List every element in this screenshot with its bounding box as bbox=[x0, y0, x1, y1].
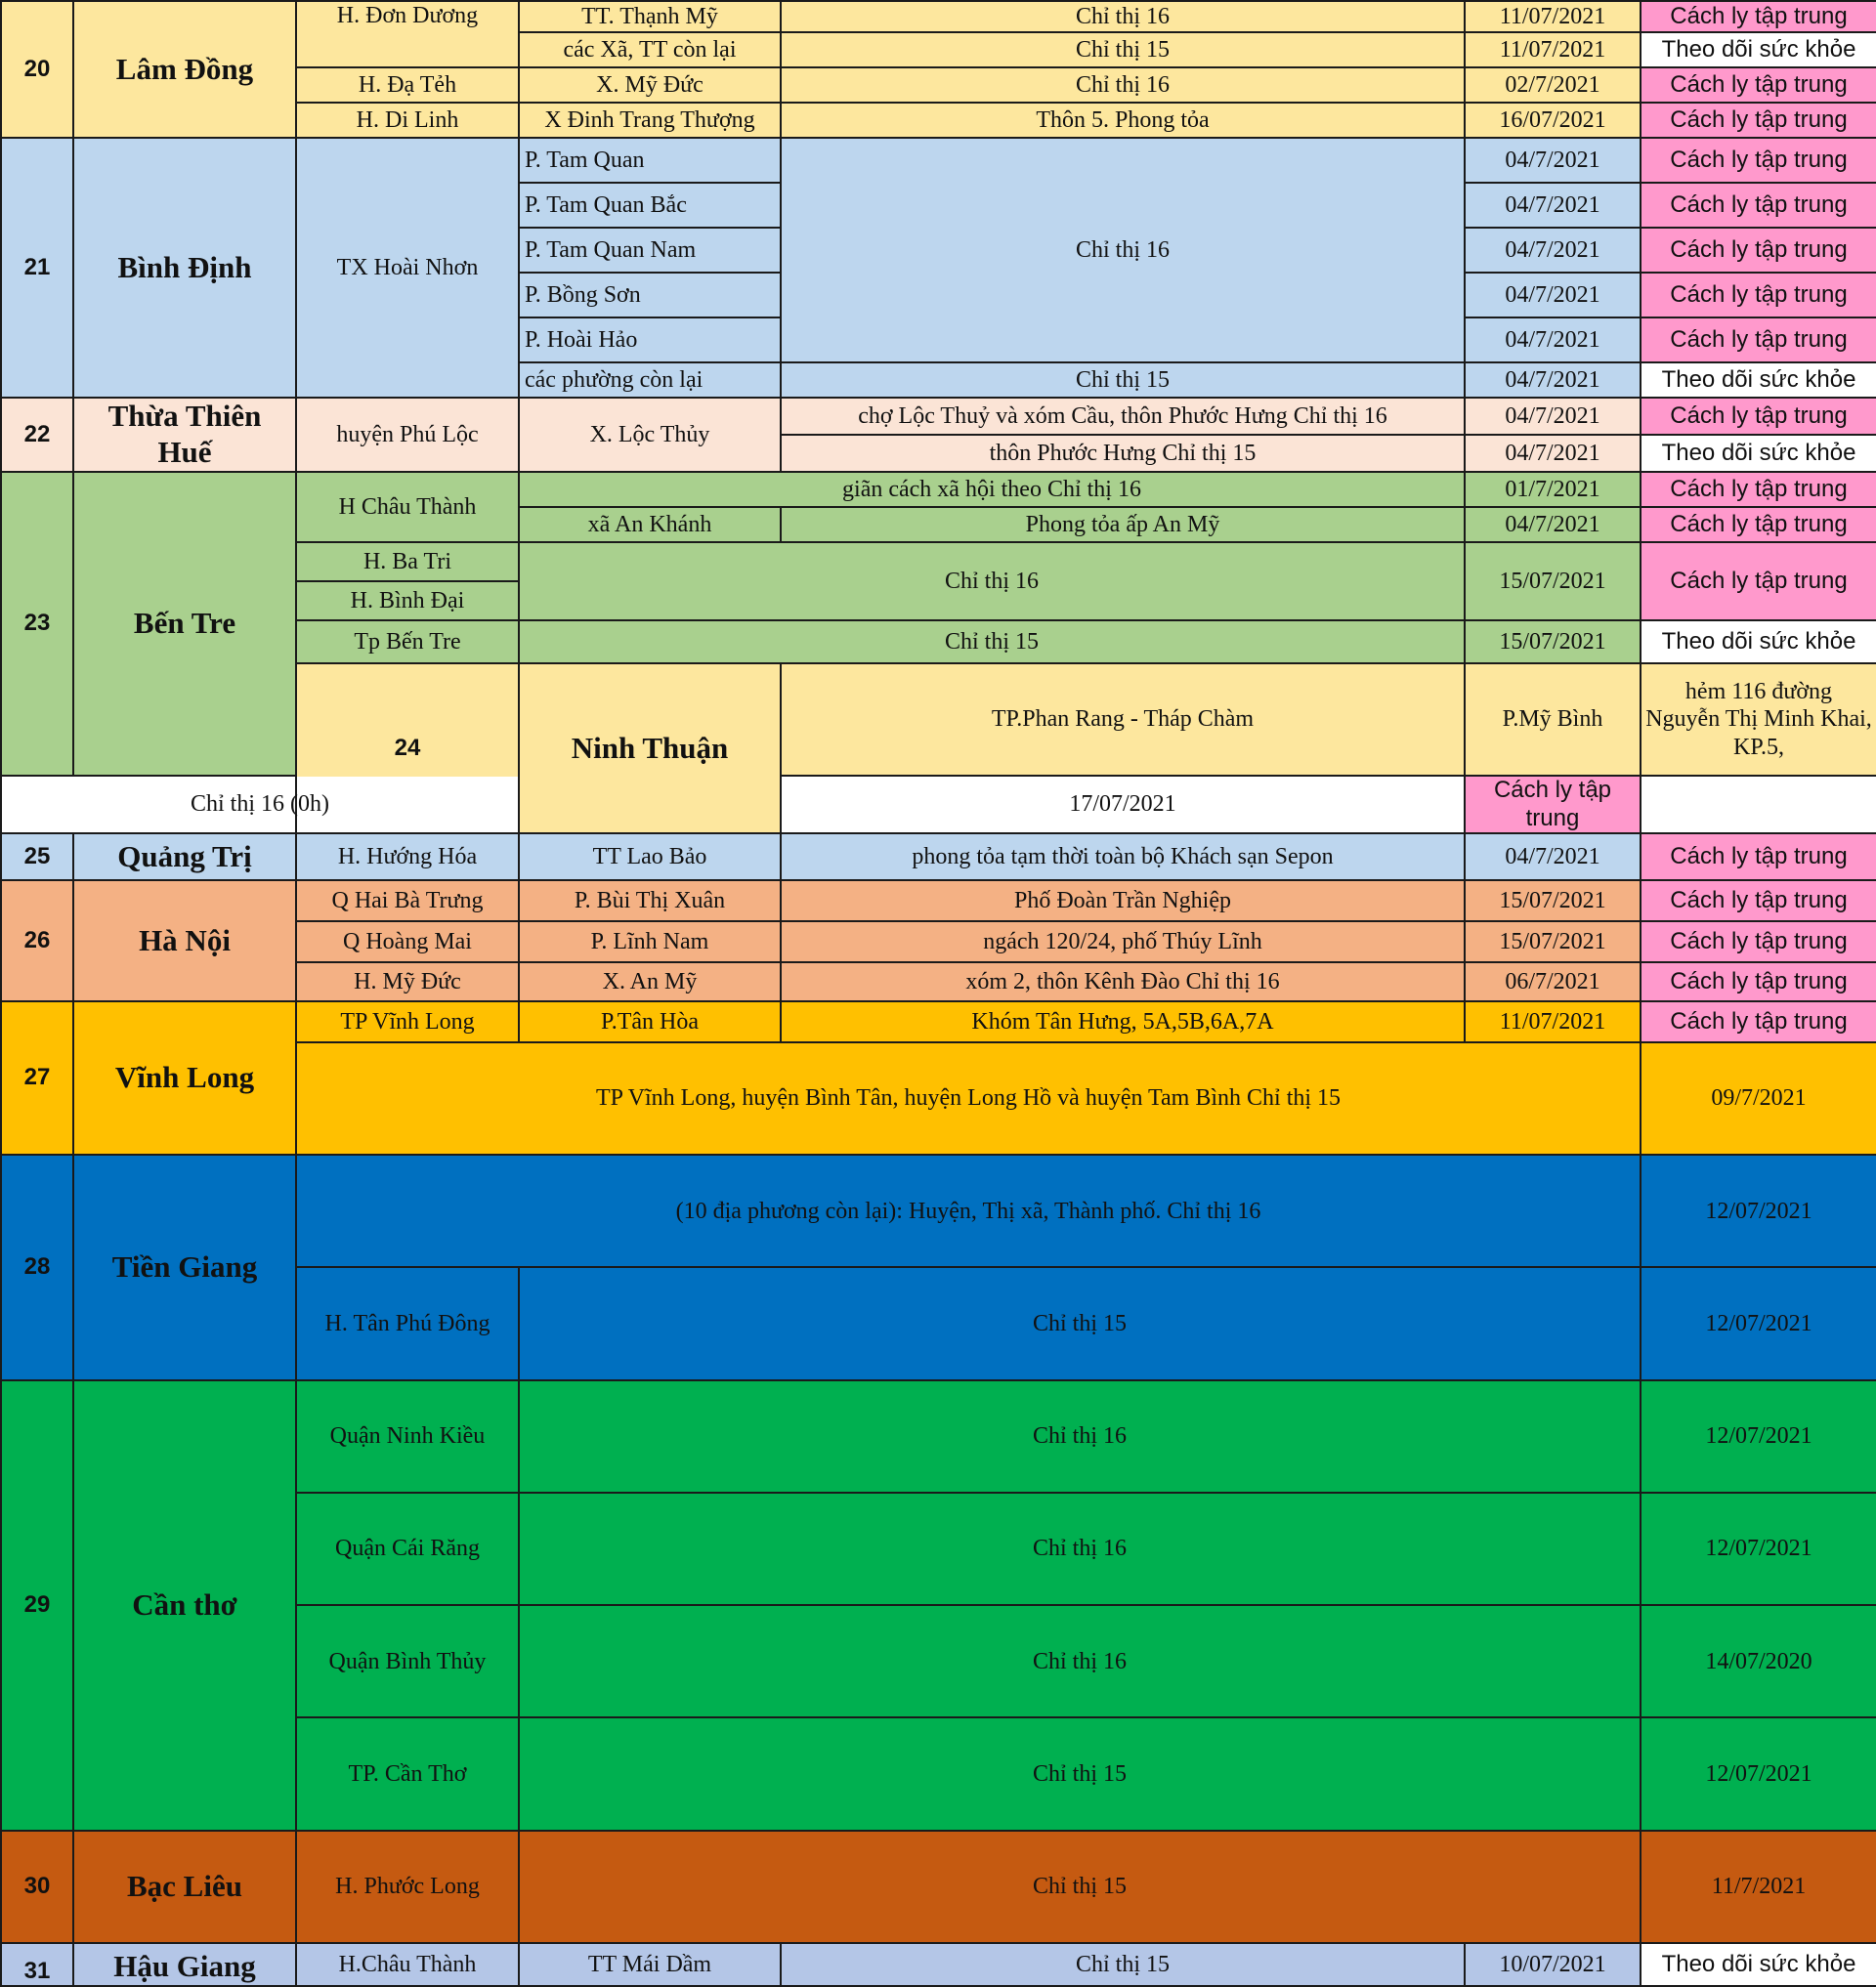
table-cell: 04/7/2021 bbox=[1465, 138, 1641, 183]
table-cell: Phong tỏa ấp An Mỹ bbox=[781, 507, 1465, 542]
status-cell: Cách ly tập trung bbox=[1641, 273, 1876, 317]
table-cell: các phường còn lại bbox=[519, 362, 781, 398]
table-row bbox=[1, 833, 1876, 880]
table-cell: H. Phước Long bbox=[296, 1831, 519, 1943]
table-cell: 12/07/2021 bbox=[1641, 1267, 1876, 1379]
table-cell: các Xã, TT còn lại bbox=[519, 32, 781, 67]
province-cell: Lâm Đồng bbox=[73, 1, 296, 138]
status-cell: Cách ly tập trung bbox=[1641, 542, 1876, 620]
table-cell: P. Lĩnh Nam bbox=[519, 921, 781, 962]
table-row bbox=[1, 1, 1876, 32]
table-cell: TT Mái Dầm bbox=[519, 1943, 781, 1986]
table-cell: TX Hoài Nhơn bbox=[296, 138, 519, 398]
table-cell: TP. Cần Thơ bbox=[296, 1717, 519, 1830]
table-row bbox=[1, 1831, 1876, 1943]
row-number-cell: 21 bbox=[1, 138, 73, 398]
table-cell: 09/7/2021 bbox=[1641, 1042, 1876, 1155]
table-cell: giãn cách xã hội theo Chỉ thị 16 bbox=[519, 472, 1465, 507]
table-cell: 04/7/2021 bbox=[1465, 507, 1641, 542]
table-cell: Quận Bình Thủy bbox=[296, 1605, 519, 1717]
table-cell: X Đinh Trang Thượng bbox=[519, 103, 781, 138]
row-number-cell: 27 bbox=[1, 1001, 73, 1155]
row-number-cell: 26 bbox=[1, 880, 73, 1001]
status-cell: Cách ly tập trung bbox=[1641, 880, 1876, 921]
table-row bbox=[1, 880, 1876, 921]
status-cell: Cách ly tập trung bbox=[1641, 1001, 1876, 1042]
table-cell: Chỉ thị 15 bbox=[519, 1717, 1641, 1830]
table-cell: 02/7/2021 bbox=[1465, 67, 1641, 103]
table-cell: H. Hướng Hóa bbox=[296, 833, 519, 880]
table-cell: H. Đơn Dương bbox=[296, 1, 519, 67]
province-cell: Hậu Giang bbox=[73, 1943, 296, 1986]
table-cell: Chỉ thị 15 bbox=[781, 1943, 1465, 1986]
status-cell: Cách ly tập trung bbox=[1641, 228, 1876, 273]
table-cell: 12/07/2021 bbox=[1641, 1380, 1876, 1493]
table-cell: 04/7/2021 bbox=[1465, 273, 1641, 317]
province-cell: Thừa Thiên Huế bbox=[73, 398, 296, 472]
table-body bbox=[1, 1, 1876, 1986]
table-cell: P.Tân Hòa bbox=[519, 1001, 781, 1042]
table-cell: Chỉ thị 16 bbox=[519, 1605, 1641, 1717]
table-cell: P. Tam Quan Nam bbox=[519, 228, 781, 273]
row-number-cell: 31 bbox=[1, 1943, 73, 1986]
table-cell: 12/07/2021 bbox=[1641, 1493, 1876, 1605]
table-cell: X. Mỹ Đức bbox=[519, 67, 781, 103]
table-cell: Phố Đoàn Trần Nghiệp bbox=[781, 880, 1465, 921]
province-cell: Bình Định bbox=[73, 138, 296, 398]
table-cell: Chỉ thị 16 bbox=[519, 1493, 1641, 1605]
table-cell: 12/07/2021 bbox=[1641, 1717, 1876, 1830]
table-cell: 15/07/2021 bbox=[1465, 542, 1641, 620]
table-row bbox=[1, 1001, 1876, 1042]
table-cell: 04/7/2021 bbox=[1465, 362, 1641, 398]
table-cell: 11/7/2021 bbox=[1641, 1831, 1876, 1943]
status-cell: Cách ly tập trung bbox=[1641, 183, 1876, 228]
table-cell: P. Hoài Hảo bbox=[519, 317, 781, 362]
table-cell: thôn Phước Hưng Chỉ thị 15 bbox=[781, 435, 1465, 472]
table-cell: xóm 2, thôn Kênh Đào Chỉ thị 16 bbox=[781, 962, 1465, 1001]
table-cell: H. Đạ Tẻh bbox=[296, 67, 519, 103]
table-cell: 10/07/2021 bbox=[1465, 1943, 1641, 1986]
status-cell: Theo dõi sức khỏe bbox=[1641, 1943, 1876, 1986]
province-cell: Tiền Giang bbox=[73, 1155, 296, 1380]
table-cell: Chỉ thị 15 bbox=[519, 1267, 1641, 1379]
table-cell: TP Vĩnh Long bbox=[296, 1001, 519, 1042]
table-row bbox=[1, 1155, 1876, 1267]
table-cell: P. Tam Quan bbox=[519, 138, 781, 183]
table-cell: 17/07/2021 bbox=[781, 776, 1465, 833]
table-cell: Chỉ thị 16 bbox=[781, 138, 1465, 362]
table-cell: TP Vĩnh Long, huyện Bình Tân, huyện Long Hồ và huyện Tam Bình Chỉ thị 15 bbox=[296, 1042, 1641, 1155]
table-cell: TP.Phan Rang - Tháp Chàm bbox=[781, 663, 1465, 776]
table-cell: P. Tam Quan Bắc bbox=[519, 183, 781, 228]
table-cell: Chỉ thị 16 bbox=[519, 1380, 1641, 1493]
table-cell: 16/07/2021 bbox=[1465, 103, 1641, 138]
province-cell: Bạc Liêu bbox=[73, 1831, 296, 1943]
table-cell: Q Hoàng Mai bbox=[296, 921, 519, 962]
table-cell: 11/07/2021 bbox=[1465, 1001, 1641, 1042]
province-cell: Ninh Thuận bbox=[519, 663, 781, 833]
status-cell: Cách ly tập trung bbox=[1641, 1, 1876, 32]
table-cell: 15/07/2021 bbox=[1465, 880, 1641, 921]
table-cell: Q Hai Bà Trưng bbox=[296, 880, 519, 921]
table-cell: Chỉ thị 15 bbox=[781, 32, 1465, 67]
province-cell: Quảng Trị bbox=[73, 833, 296, 880]
table-cell: Chỉ thị 16 (0h) bbox=[1, 776, 519, 833]
table-cell: 15/07/2021 bbox=[1465, 921, 1641, 962]
table-cell: P. Bùi Thị Xuân bbox=[519, 880, 781, 921]
status-cell: Cách ly tập trung bbox=[1465, 776, 1641, 833]
table-cell: Tp Bến Tre bbox=[296, 620, 519, 663]
table-cell: Chỉ thị 15 bbox=[781, 362, 1465, 398]
status-cell: Cách ly tập trung bbox=[1641, 833, 1876, 880]
row-number-cell: 22 bbox=[1, 398, 73, 472]
table-row bbox=[1, 138, 1876, 183]
table-cell: (10 địa phương còn lại): Huyện, Thị xã, Thành phố. Chỉ thị 16 bbox=[296, 1155, 1641, 1267]
table-cell: TT. Thạnh Mỹ bbox=[519, 1, 781, 32]
row-number-cell: 29 bbox=[1, 1380, 73, 1831]
row-number-cell: 24 bbox=[296, 663, 519, 833]
table-cell: H. Ba Tri bbox=[296, 542, 519, 581]
table-row bbox=[1, 398, 1876, 435]
status-cell: Theo dõi sức khỏe bbox=[1641, 620, 1876, 663]
table-cell: H. Tân Phú Đông bbox=[296, 1267, 519, 1379]
table-cell: Chỉ thị 15 bbox=[519, 620, 1465, 663]
table-cell: H. Di Linh bbox=[296, 103, 519, 138]
table-row bbox=[1, 776, 1876, 833]
table-cell: chợ Lộc Thuỷ và xóm Cầu, thôn Phước Hưng Chỉ thị 16 bbox=[781, 398, 1465, 435]
table-cell: Chỉ thị 16 bbox=[781, 1, 1465, 32]
table-cell: 11/07/2021 bbox=[1465, 1, 1641, 32]
table-cell: Chỉ thị 16 bbox=[519, 542, 1465, 620]
status-cell: Cách ly tập trung bbox=[1641, 962, 1876, 1001]
table-cell: Chỉ thị 15 bbox=[519, 1831, 1641, 1943]
row-number-cell: 25 bbox=[1, 833, 73, 880]
table-cell: H. Mỹ Đức bbox=[296, 962, 519, 1001]
table-cell: phong tỏa tạm thời toàn bộ Khách sạn Sepon bbox=[781, 833, 1465, 880]
table-cell: 04/7/2021 bbox=[1465, 833, 1641, 880]
status-cell: Cách ly tập trung bbox=[1641, 507, 1876, 542]
table-cell: 06/7/2021 bbox=[1465, 962, 1641, 1001]
table-cell: H.Châu Thành bbox=[296, 1943, 519, 1986]
row-number-cell: 20 bbox=[1, 1, 73, 138]
table-row bbox=[1, 472, 1876, 507]
status-cell: Cách ly tập trung bbox=[1641, 398, 1876, 435]
table-cell: P.Mỹ Bình bbox=[1465, 663, 1641, 776]
table-cell: ngách 120/24, phố Thúy Lĩnh bbox=[781, 921, 1465, 962]
table-cell: Quận Cái Răng bbox=[296, 1493, 519, 1605]
table-cell: 15/07/2021 bbox=[1465, 620, 1641, 663]
table-cell: H. Bình Đại bbox=[296, 581, 519, 620]
table-row bbox=[1, 1943, 1876, 1986]
table-cell: xã An Khánh bbox=[519, 507, 781, 542]
province-cell: Hà Nội bbox=[73, 880, 296, 1001]
table-cell: Thôn 5. Phong tỏa bbox=[781, 103, 1465, 138]
table-cell: TT Lao Bảo bbox=[519, 833, 781, 880]
table-cell: 04/7/2021 bbox=[1465, 228, 1641, 273]
table-cell: H Châu Thành bbox=[296, 472, 519, 542]
table-cell: P. Bồng Sơn bbox=[519, 273, 781, 317]
table-cell: X. Lộc Thủy bbox=[519, 398, 781, 472]
table-cell: X. An Mỹ bbox=[519, 962, 781, 1001]
table-cell: 04/7/2021 bbox=[1465, 398, 1641, 435]
status-cell: Cách ly tập trung bbox=[1641, 317, 1876, 362]
status-cell: Cách ly tập trung bbox=[1641, 103, 1876, 138]
status-cell: Cách ly tập trung bbox=[1641, 67, 1876, 103]
status-cell: Cách ly tập trung bbox=[1641, 472, 1876, 507]
table-cell: Chỉ thị 16 bbox=[781, 67, 1465, 103]
table-cell: 14/07/2020 bbox=[1641, 1605, 1876, 1717]
province-cell: Vĩnh Long bbox=[73, 1001, 296, 1155]
table-row bbox=[1, 1380, 1876, 1493]
table-cell: 04/7/2021 bbox=[1465, 435, 1641, 472]
table-cell: 01/7/2021 bbox=[1465, 472, 1641, 507]
table-cell: Khóm Tân Hưng, 5A,5B,6A,7A bbox=[781, 1001, 1465, 1042]
table-cell: 12/07/2021 bbox=[1641, 1155, 1876, 1267]
row-number-cell: 30 bbox=[1, 1831, 73, 1943]
status-cell: Cách ly tập trung bbox=[1641, 921, 1876, 962]
status-cell: Cách ly tập trung bbox=[1641, 138, 1876, 183]
table-cell: huyện Phú Lộc bbox=[296, 398, 519, 472]
row-number-cell: 28 bbox=[1, 1155, 73, 1380]
province-cell: Cần thơ bbox=[73, 1380, 296, 1831]
row-number-cell: 23 bbox=[1, 472, 73, 776]
table-cell: hẻm 116 đường Nguyễn Thị Minh Khai, KP.5, bbox=[1641, 663, 1876, 776]
table-cell: 11/07/2021 bbox=[1465, 32, 1641, 67]
table-cell: 04/7/2021 bbox=[1465, 183, 1641, 228]
table-cell: 04/7/2021 bbox=[1465, 317, 1641, 362]
status-cell: Theo dõi sức khỏe bbox=[1641, 32, 1876, 67]
status-cell: Theo dõi sức khỏe bbox=[1641, 362, 1876, 398]
table-cell: Quận Ninh Kiều bbox=[296, 1380, 519, 1493]
province-cell: Bến Tre bbox=[73, 472, 296, 776]
status-cell: Theo dõi sức khỏe bbox=[1641, 435, 1876, 472]
